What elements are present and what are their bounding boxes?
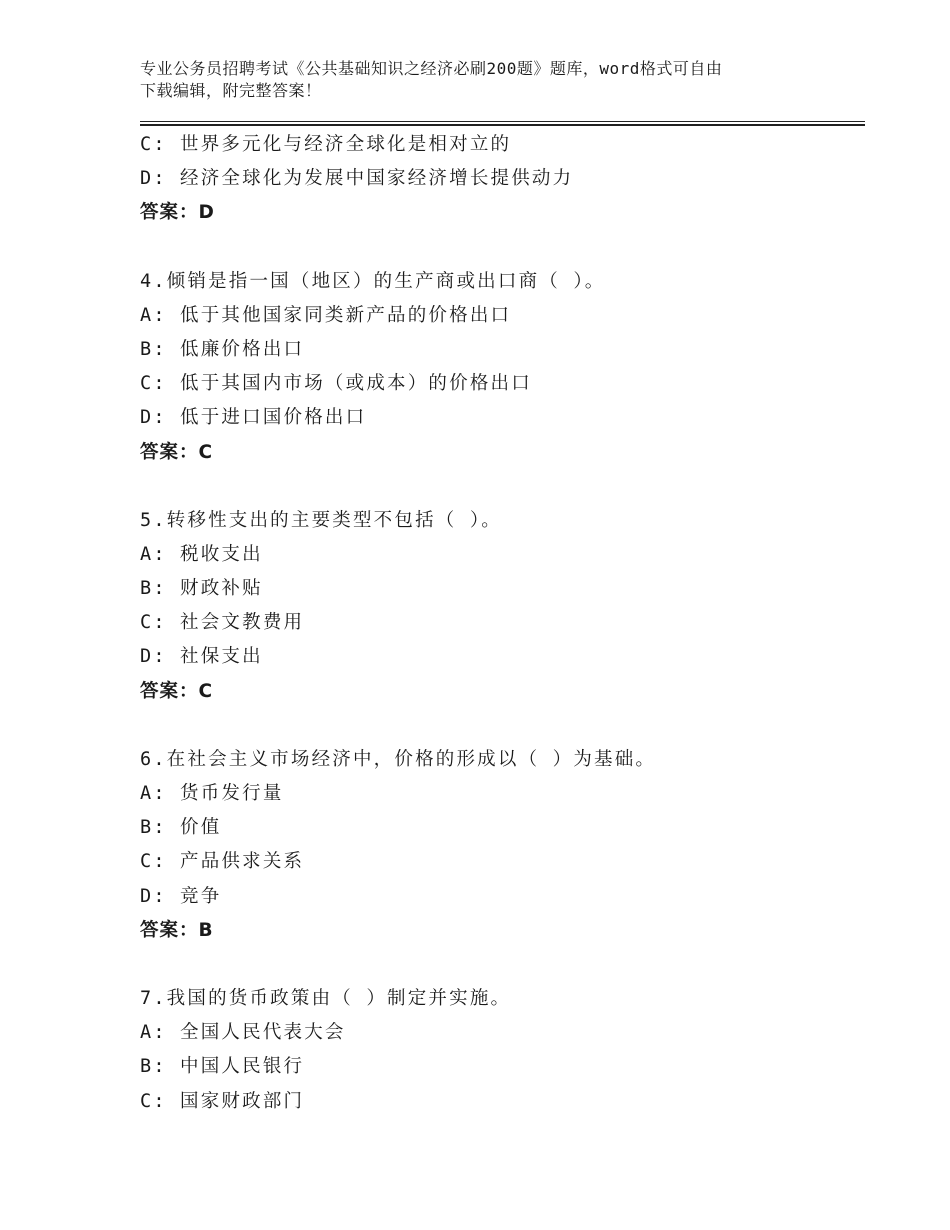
option-a: A: 货币发行量 [140, 783, 284, 804]
option-d: D: 社保支出 [140, 646, 263, 668]
option-b: B: 中国人民银行 [140, 1056, 305, 1078]
option-a: A: 全国人民代表大会 [140, 1022, 346, 1044]
question-text: 5.转移性支出的主要类型不包括（ ）。 [140, 509, 502, 531]
question-block-4 [140, 265, 860, 470]
option-a: A: 低于其他国家同类新产品的价格出口 [140, 304, 512, 326]
question-block-3 [140, 128, 860, 231]
option-d: D: 经济全球化为发展中国家经济增长提供动力 [140, 168, 574, 190]
question-block-7 [140, 982, 860, 1119]
option-c: C: 世界多元化与经济全球化是相对立的 [140, 134, 512, 155]
option-c: C: 产品供求关系 [140, 851, 305, 873]
question-text: 7.我国的货币政策由（ ）制定并实施。 [140, 987, 512, 1009]
header-divider-thick [140, 124, 865, 126]
page-header [140, 58, 820, 102]
question-list [140, 128, 860, 1119]
option-d: D: 竞争 [140, 885, 222, 907]
option-c: C: 国家财政部门 [140, 1090, 305, 1112]
option-b: B: 低廉价格出口 [140, 338, 305, 360]
answer-label: 答案：C [140, 680, 214, 702]
option-b: B: 价值 [140, 817, 222, 839]
block-spacer [140, 948, 860, 982]
block-spacer [140, 470, 860, 504]
question-text: 6.在社会主义市场经济中，价格的形成以（ ）为基础。 [140, 748, 657, 770]
question-text: 4.倾销是指一国（地区）的生产商或出口商（ ）。 [140, 270, 606, 292]
header-divider-thin [140, 121, 865, 122]
block-spacer [140, 231, 860, 265]
option-c: C: 社会文教费用 [140, 612, 305, 634]
answer-label: 答案：D [140, 202, 215, 224]
answer-label: 答案：C [140, 441, 214, 463]
block-spacer [140, 709, 860, 743]
question-block-5 [140, 504, 860, 709]
option-d: D: 低于进口国价格出口 [140, 407, 367, 429]
option-b: B: 财政补贴 [140, 578, 263, 600]
question-block-6 [140, 743, 860, 948]
option-a: A: 税收支出 [140, 543, 263, 565]
header-title-line-2: 下载编辑，附完整答案！ [140, 81, 322, 100]
header-title-line-1: 专业公务员招聘考试《公共基础知识之经济必刷200题》题库，word格式可自由 [140, 59, 723, 78]
answer-label: 答案：B [140, 919, 214, 941]
option-c: C: 低于其国内市场（或成本）的价格出口 [140, 373, 532, 395]
